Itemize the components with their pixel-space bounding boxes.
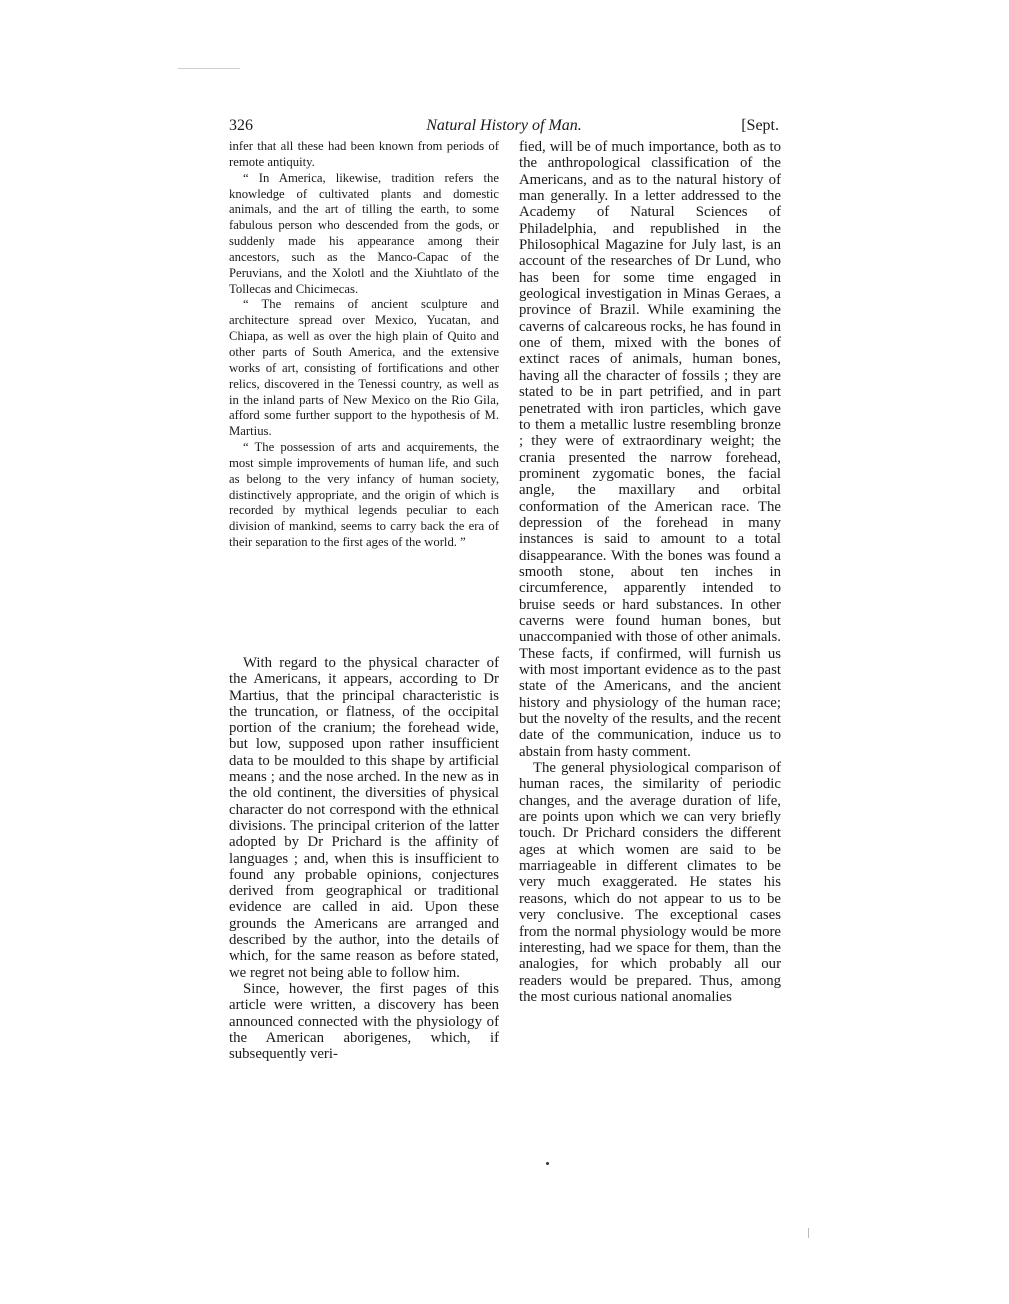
- left-column-body: [229, 655, 499, 1062]
- paragraph: “ The remains of ancient sculpture and architecture spread over Mexico, Yucatan, and Chiapa, as well as over the high plain of Quito and other parts of South America, and the extensive works of art, consisting of fortifications and other relics, discovered in the Tenessi country, as well as in the inland parts of New Mexico on the Rio Gila, afford some further support to the hypothesis of M. Martius.: [229, 297, 499, 439]
- running-title: Natural History of Man.: [426, 117, 582, 134]
- paragraph: infer that all these had been known from periods of remote antiquity.: [229, 139, 499, 169]
- scan-mark: [808, 1228, 817, 1238]
- ink-dot: [546, 1162, 549, 1165]
- left-column-quotation: [229, 139, 499, 551]
- scan-mark: [178, 68, 240, 69]
- paragraph: The general physiological comparison of human races, the similarity of periodic changes, and the average duration of life, are points upon which we can very briefly touch. Dr Prichard considers the different ages at which women are said to be marriageable in different climates to be very much exaggerated. He states his reasons, which do not appear to us to be very conclusive. The exceptional cases from the normal physiology would be more interesting, had we space for them, than the analogies, for which probably all our readers would be prepared. Thus, among the most curious national anomalies: [519, 760, 781, 1005]
- paragraph: With regard to the physical character of the Americans, it appears, according to Dr Martius, that the principal characteristic is the truncation, or flatness, of the occipital portion of the cranium; the forehead wide, but low, supposed upon rather insufficient data to be moulded to this shape by artificial means ; and the nose arched. In the new as in the old continent, the diversities of physical character do not correspond with the ethnical divisions. The principal criterion of the latter adopted by Dr Prichard is the affinity of languages ; and, when this is insufficient to found any probable opinions, conjectures derived from geographical or traditional evidence are called in aid. Upon these grounds the Americans are arranged and described by the author, into the details of which, for the same reason as before stated, we regret not being able to follow him.: [229, 655, 499, 981]
- right-column-body: [519, 139, 781, 1005]
- paragraph: fied, will be of much importance, both as to the anthropological classification of the Americans, and as to the natural history of man generally. In a letter addressed to the Academy of Natural Sciences of Philadelphia, and republished in the Philosophical Magazine for July last, is an account of the researches of Dr Lund, who has been for some time engaged in geological investigation in Minas Geraes, a province of Brazil. While examining the caverns of calcareous rocks, he has found in one of them, mixed with the bones of extinct races of animals, human bones, having all the character of fossils ; they are stated to be in part petrified, and in part penetrated with iron particles, which gave to them a metallic lustre resembling bronze ; they were of extraordinary weight; the crania presented the narrow forehead, prominent zygomatic bones, the facial angle, the maxillary and orbital conformation of the American race. The depression of the forehead in many instances is said to amount to a total disappearance. With the bones was found a smooth stone, about ten inches in circumference, apparently intended to bruise seeds or hard substances. In other caverns were found human bones, but unaccompanied with those of other animals. These facts, if confirmed, will furnish us with most important evidence as to the past state of the Americans, and the ancient history and physiology of the human race; but the novelty of the results, and the recent date of the communication, induce us to abstain from hasty comment.: [519, 139, 781, 760]
- paragraph: Since, however, the first pages of this article were written, a discovery has been announced connected with the physiology of the American aborigenes, which, if subsequently veri-: [229, 980, 499, 1063]
- running-header: [229, 116, 779, 136]
- header-month: [Sept.: [741, 117, 779, 134]
- paragraph: “ The possession of arts and acquirements, the most simple improvements of human life, and such as belong to the very infancy of human society, distinctively appropriate, and the origin of which is recorded by mythical legends peculiar to each division of mankind, seems to carry back the era of their separation to the first ages of the world. ”: [229, 440, 499, 550]
- page-number: 326: [229, 117, 253, 134]
- paragraph: “ In America, likewise, tradition refers the knowledge of cultivated plants and domestic animals, and the art of tilling the earth, to some fabulous person who descended from the gods, or suddenly made his appearance among their ancestors, such as the Manco-Capac of the Peruvians, and the Xolotl and the Xiuhtlato of the Tollecas and Chicimecas.: [229, 170, 499, 296]
